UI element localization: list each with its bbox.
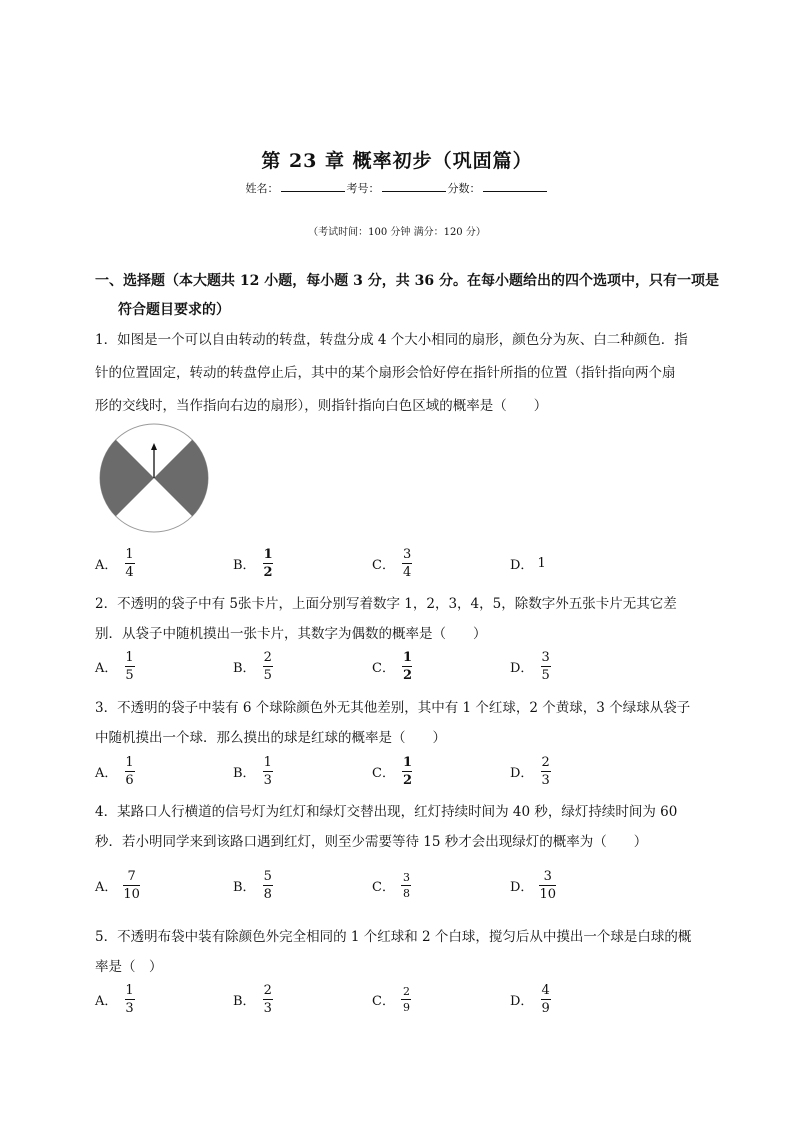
fraction: $\frac{1}{4}$ [125,546,134,580]
q3-option-b[interactable]: B． $\frac{1}{3}$ [233,754,272,788]
exam-no-blank [382,181,446,192]
fraction: $\frac{1}{5}$ [125,649,134,683]
q1-option-a[interactable]: A． $\frac{1}{4}$ [95,546,134,580]
fraction: $\frac{3}{4}$ [402,546,412,580]
q5-line1: 5．不透明布袋中装有除颜色外完全相同的 1 个红球和 2 个白球，搅匀后从中摸出一个球是白球的概 [95,929,692,945]
q2-option-b[interactable]: B． $\frac{2}{5}$ [233,649,272,683]
q3-option-c[interactable]: C． $\frac{1}{2}$ [372,754,412,788]
fraction: $\frac{4}{9}$ [541,982,550,1016]
q2-line1: 2．不透明的袋子中有 5张卡片，上面分别写着数字 1，2，3，4，5，除数字外五张卡片无其它差 [95,596,677,612]
name-label: 姓名： [245,182,279,195]
fraction: $\frac{1}{6}$ [125,754,134,788]
q5-option-d[interactable]: D． $\frac{4}{9}$ [510,982,550,1016]
fraction: $\frac{7}{10}$ [123,868,140,902]
q4-option-d[interactable]: D． $\frac{3}{10}$ [510,868,556,902]
fraction: $\frac{1}{3}$ [125,982,134,1016]
q5-option-a[interactable]: A． $\frac{1}{3}$ [95,982,134,1016]
q2-option-d[interactable]: D． $\frac{3}{5}$ [510,649,550,683]
name-blank [281,181,345,192]
q4-option-b[interactable]: B． $\frac{5}{8}$ [233,868,272,902]
q1-option-c[interactable]: C． $\frac{3}{4}$ [372,546,412,580]
section-heading-line2: 符合题目要求的） [118,302,230,318]
q5-option-b[interactable]: B． $\frac{2}{3}$ [233,982,272,1016]
score-blank [483,181,547,192]
score-label: 分数： [447,182,481,195]
q4-option-a[interactable]: A． $\frac{7}{10}$ [95,868,140,902]
q3-option-d[interactable]: D． $\frac{2}{3}$ [510,754,550,788]
fraction: $\frac{1}{3}$ [263,754,272,788]
fraction: $\frac{3}{5}$ [541,649,550,683]
q3-line2: 中随机摸出一个球．那么摸出的球是红球的概率是（ ） [95,730,446,746]
student-info-line [0,180,794,196]
fraction: $\frac{2}{3}$ [541,754,550,788]
fraction: $\frac{1}{2}$ [402,754,412,788]
q1-option-d[interactable]: D． 1 [510,555,546,573]
fraction: $\frac{2}{5}$ [263,649,272,683]
exam-no-label: 考号： [346,182,380,195]
q4-line2: 秒．若小明同学来到该路口遇到红灯，则至少需要等待 15 秒才会出现绿灯的概率为（ ） [95,834,648,850]
q5-line2: 率是（ ） [95,959,163,975]
q5-option-c[interactable]: C． $\frac{2}{9}$ [372,984,410,1014]
q1-line2: 针的位置固定，转动的转盘停止后，其中的某个扇形会恰好停在指针所指的位置（指针指向两个扇 [95,365,676,381]
fraction: $\frac{1}{2}$ [402,649,412,683]
q1-line1: 1．如图是一个可以自由转动的转盘，转盘分成 4 个大小相同的扇形，颜色分为灰、白二种颜色．指 [95,332,688,348]
fraction: $\frac{2}{9}$ [402,984,410,1014]
fraction: $\frac{1}{2}$ [263,546,273,580]
q4-line1: 4．某路口人行横道的信号灯为红灯和绿灯交替出现，红灯持续时间为 40 秒，绿灯持续时间为 60 [95,804,678,820]
q2-option-a[interactable]: A． $\frac{1}{5}$ [95,649,134,683]
exam-info: （考试时间：100 分钟 满分：120 分） [308,227,486,238]
section-heading-line1: 一、选择题（本大题共 12 小题，每小题 3 分，共 36 分。在每小题给出的四个选项中，只有一项是 [95,273,719,289]
spinner-figure [98,422,210,534]
fraction: $\frac{3}{8}$ [402,870,410,900]
q1-line3: 形的交线时，当作指向右边的扇形），则指针指向白色区域的概率是（ ） [95,398,548,414]
page-title: 第 23 章 概率初步（巩固篇） [261,150,533,172]
q3-line1: 3．不透明的袋子中装有 6 个球除颜色外无其他差别，其中有 1 个红球，2 个黄球，3 个绿球从袋子 [95,700,691,716]
q4-option-c[interactable]: C． $\frac{3}{8}$ [372,870,410,900]
q3-option-a[interactable]: A． $\frac{1}{6}$ [95,754,134,788]
fraction: $\frac{2}{3}$ [263,982,272,1016]
q2-option-c[interactable]: C． $\frac{1}{2}$ [372,649,412,683]
q2-line2: 别．从袋子中随机摸出一张卡片，其数字为偶数的概率是（ ） [95,626,487,642]
fraction: $\frac{3}{10}$ [539,868,556,902]
q1-option-b[interactable]: B． $\frac{1}{2}$ [233,546,273,580]
fraction: $\frac{5}{8}$ [263,868,272,902]
